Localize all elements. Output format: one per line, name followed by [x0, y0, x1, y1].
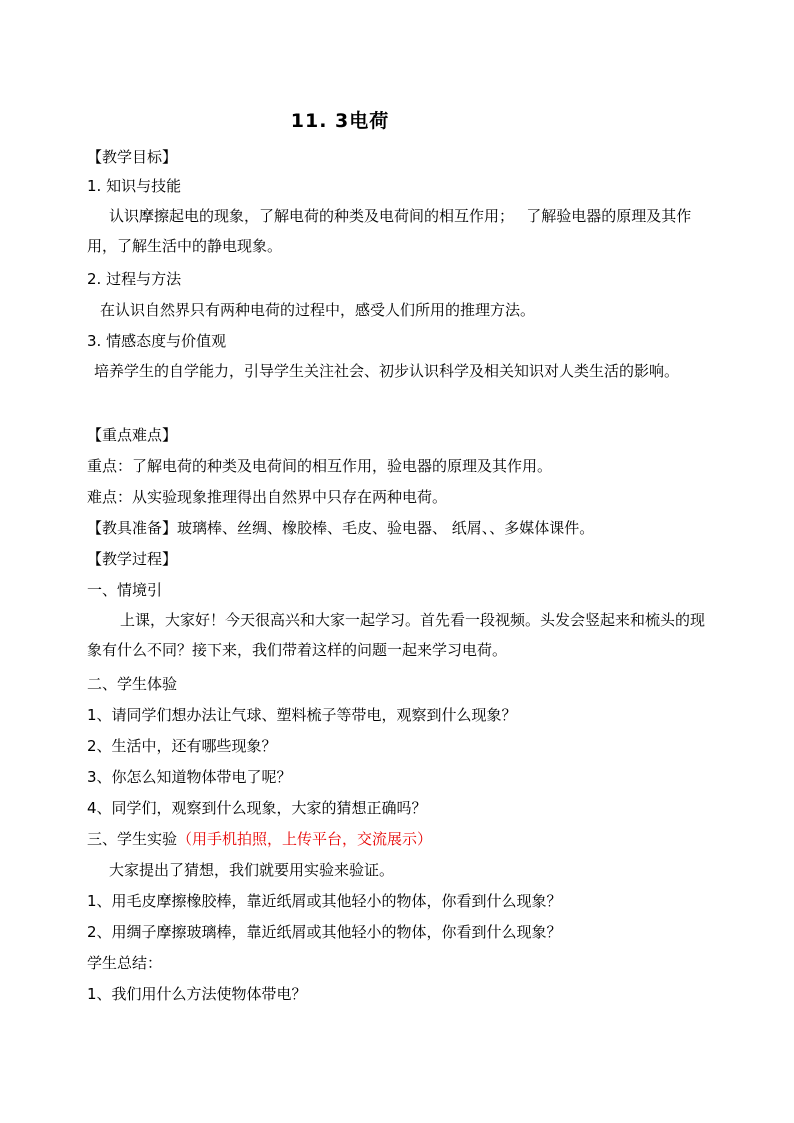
part2-question-3: 3、你怎么知道物体带电了呢？	[87, 768, 292, 786]
summary-heading: 学生总结：	[87, 954, 163, 972]
process-heading: 【教学过程】	[87, 550, 178, 568]
goal1-heading: 1. 知识与技能	[87, 177, 182, 195]
key-point: 重点：了解电荷的种类及电荷间的相互作用，验电器的原理及其作用。	[87, 457, 553, 475]
part3-heading-line	[87, 829, 707, 849]
key-heading: 【重点难点】	[87, 426, 178, 444]
materials: 【教具准备】玻璃棒、丝绸、橡胶棒、毛皮、验电器、 纸屑、、多媒体课件。	[87, 519, 595, 537]
part2-question-4: 4、同学们，观察到什么现象，大家的猜想正确吗？	[87, 799, 427, 817]
part3-question-2: 2、用绸子摩擦玻璃棒，靠近纸屑或其他轻小的物体，你看到什么现象？	[87, 923, 562, 941]
goals-heading: 【教学目标】	[87, 148, 178, 166]
part2-question-1: 1、请同学们想办法让气球、塑料梳子等带电，观察到什么现象？	[87, 706, 517, 724]
part3-question-1: 1、用毛皮摩擦橡胶棒，靠近纸屑或其他轻小的物体，你看到什么现象？	[87, 892, 562, 910]
goal3-heading: 3. 情感态度与价值观	[87, 332, 227, 350]
goal1-text: 认识摩擦起电的现象，了解电荷的种类及电荷间的相互作用； 了解验电器的原理及其作用，了解生活中的静电现象。	[87, 207, 692, 255]
difficulty: 难点：从实验现象推理得出自然界中只存在两种电荷。	[87, 488, 448, 506]
part2-heading: 二、学生体验	[87, 675, 178, 693]
part3-note: （用手机拍照，上传平台，交流展示）	[177, 830, 433, 848]
goal2-heading: 2. 过程与方法	[87, 270, 182, 288]
goal3-text: 培养学生的自学能力，引导学生关注社会、初步认识科学及相关知识对人类生活的影响。	[94, 362, 680, 380]
part1-heading: 一、情境引	[87, 581, 163, 599]
goal2-text: 在认识自然界只有两种电荷的过程中，感受人们所用的推理方法。	[100, 301, 536, 319]
part3-intro: 大家提出了猜想，我们就要用实验来验证。	[109, 861, 395, 879]
part2-question-2: 2、生活中，还有哪些现象？	[87, 737, 277, 755]
summary-question-1: 1、我们用什么方法使物体带电？	[87, 985, 307, 1003]
part1-text: 上课，大家好！今天很高兴和大家一起学习。首先看一段视频。头发会竖起来和梳头的现象有什么不同？接下来，我们带着这样的问题一起来学习电荷。	[87, 611, 706, 659]
page-title: 11. 3电荷	[290, 110, 390, 132]
part3-heading: 三、学生实验	[87, 830, 178, 848]
